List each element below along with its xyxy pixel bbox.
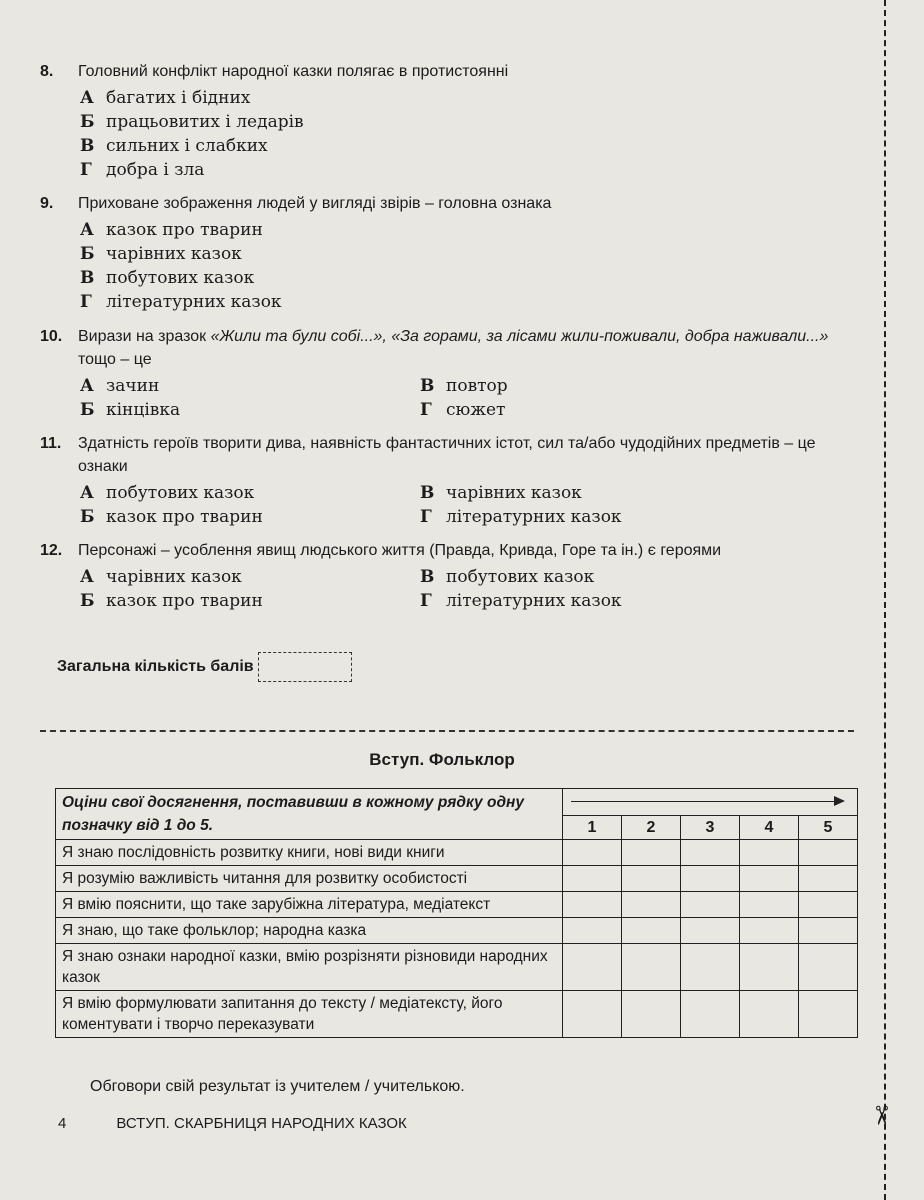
table-row: [56, 840, 858, 866]
rating-cell[interactable]: [799, 892, 858, 918]
question-8: [40, 60, 830, 182]
page-footer: [58, 1115, 407, 1132]
rating-cell[interactable]: [740, 866, 799, 892]
rating-cell[interactable]: [799, 991, 858, 1038]
question-text: Здатність героїв творити дива, наявність фантастичних істот, сил та/або чудодійних предметів – це ознаки: [78, 435, 816, 475]
rating-cell[interactable]: [563, 866, 622, 892]
self-assessment-table: [55, 788, 858, 1038]
row-label: Я знаю, що таке фольклор; народна казка: [56, 918, 563, 944]
question-text: Персонажі – усоблення явищ людського життя (Правда, Кривда, Горе та ін.) є героями: [78, 542, 722, 559]
rating-cell[interactable]: [563, 892, 622, 918]
rating-cell[interactable]: [622, 944, 681, 991]
rating-cell[interactable]: [799, 918, 858, 944]
row-label: Я вмію пояснити, що таке зарубіжна література, медіатекст: [56, 892, 563, 918]
discuss-instruction: Обговори свій результат із учителем / учителькою.: [90, 1078, 465, 1095]
answer-option[interactable]: Б кінцівка: [80, 400, 181, 420]
scissors-icon: ✂: [866, 1104, 897, 1127]
rating-cell[interactable]: [740, 991, 799, 1038]
horizontal-cut-line: [40, 730, 854, 732]
answer-option[interactable]: Г сюжет: [420, 400, 506, 420]
question-text: Головний конфлікт народної казки полягає в протистоянні: [78, 63, 509, 80]
table-row: [56, 944, 858, 991]
answer-option[interactable]: В побутових казок: [420, 567, 595, 587]
rating-cell[interactable]: [681, 918, 740, 944]
rating-cell[interactable]: [622, 892, 681, 918]
rating-cell[interactable]: [563, 944, 622, 991]
table-row: [56, 991, 858, 1038]
answer-option[interactable]: А казок про тварин: [80, 220, 263, 240]
rating-cell[interactable]: [681, 944, 740, 991]
question-9: [40, 192, 830, 314]
answer-option[interactable]: Б казок про тварин: [80, 507, 263, 527]
answer-option[interactable]: Г літературних казок: [420, 507, 622, 527]
table-header: Оціни свої досягнення, поставивши в кожному рядку одну позначку від 1 до 5.: [56, 789, 563, 840]
total-score-box[interactable]: [258, 652, 352, 682]
answer-option[interactable]: В побутових казок: [80, 268, 255, 288]
question-text: Вирази на зразок «Жили та були собі...», «За горами, за лісами жили-поживали, добра наживали...» тощо – це: [78, 328, 829, 368]
answer-option[interactable]: Б чарівних казок: [80, 244, 242, 264]
rating-cell[interactable]: [681, 840, 740, 866]
answer-option[interactable]: В чарівних казок: [420, 483, 582, 503]
row-label: Я знаю послідовність розвитку книги, нові види книги: [56, 840, 563, 866]
answer-option[interactable]: Б працьовитих і ледарів: [80, 112, 304, 132]
scale-label: 3: [681, 816, 740, 840]
rating-cell[interactable]: [622, 918, 681, 944]
answer-option[interactable]: А багатих і бідних: [80, 88, 251, 108]
answer-option[interactable]: Б казок про тварин: [80, 591, 263, 611]
answer-option[interactable]: В сильних і слабких: [80, 136, 268, 156]
answer-option[interactable]: А зачин: [80, 376, 160, 396]
page-number: 4: [58, 1115, 67, 1132]
answer-option[interactable]: Г добра і зла: [80, 160, 205, 180]
total-score: [57, 652, 352, 682]
row-label: Я знаю ознаки народної казки, вмію розрізняти різновиди народних казок: [56, 944, 563, 991]
row-label: Я вмію формулювати запитання до тексту / медіатексту, його коментувати і творчо переказувати: [56, 991, 563, 1038]
rating-cell[interactable]: [622, 840, 681, 866]
question-number: 9.: [40, 195, 54, 212]
rating-cell[interactable]: [740, 840, 799, 866]
rating-cell[interactable]: [740, 918, 799, 944]
rating-cell[interactable]: [681, 991, 740, 1038]
scale-label: 4: [740, 816, 799, 840]
running-title: ВСТУП. СКАРБНИЦЯ НАРОДНИХ КАЗОК: [116, 1115, 407, 1132]
scale-arrow: [563, 789, 858, 816]
rating-cell[interactable]: [799, 840, 858, 866]
table-row: [56, 892, 858, 918]
scale-label: 5: [799, 816, 858, 840]
rating-cell[interactable]: [740, 944, 799, 991]
question-10: [40, 325, 830, 422]
answer-option[interactable]: Г літературних казок: [80, 292, 282, 312]
rating-cell[interactable]: [740, 892, 799, 918]
rating-cell[interactable]: [563, 840, 622, 866]
question-number: 12.: [40, 542, 63, 559]
section-title: Вступ. Фольклор: [369, 750, 515, 769]
rating-cell[interactable]: [622, 866, 681, 892]
rating-cell[interactable]: [563, 991, 622, 1038]
arrow-right-icon: [571, 801, 843, 802]
question-12: [40, 539, 830, 613]
question-number: 10.: [40, 328, 63, 345]
answer-option[interactable]: Г літературних казок: [420, 591, 622, 611]
answer-option[interactable]: В повтор: [420, 376, 508, 396]
rating-cell[interactable]: [563, 918, 622, 944]
vertical-cut-line: [884, 0, 886, 1200]
rating-cell[interactable]: [681, 866, 740, 892]
rating-cell[interactable]: [799, 866, 858, 892]
scale-label: 2: [622, 816, 681, 840]
row-label: Я розумію важливість читання для розвитку особистості: [56, 866, 563, 892]
rating-cell[interactable]: [681, 892, 740, 918]
question-number: 11.: [40, 435, 62, 452]
rating-cell[interactable]: [799, 944, 858, 991]
table-row: [56, 866, 858, 892]
question-11: [40, 432, 830, 529]
answer-option[interactable]: А чарівних казок: [80, 567, 242, 587]
question-text: Приховане зображення людей у вигляді звірів – головна ознака: [78, 195, 552, 212]
rating-cell[interactable]: [622, 991, 681, 1038]
total-score-label: Загальна кількість балів: [57, 658, 254, 675]
scale-label: 1: [563, 816, 622, 840]
question-number: 8.: [40, 63, 54, 80]
answer-option[interactable]: А побутових казок: [80, 483, 255, 503]
table-row: [56, 918, 858, 944]
